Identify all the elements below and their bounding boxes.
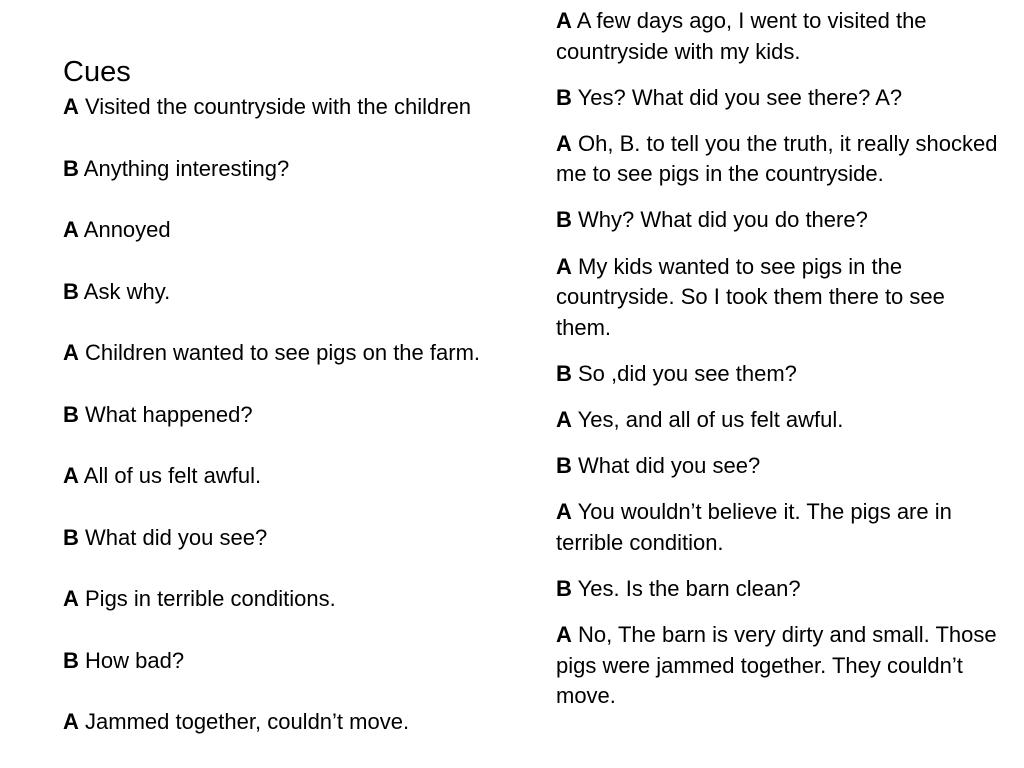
cue-line	[63, 523, 553, 585]
cue-line	[63, 338, 553, 400]
speaker-label: B	[556, 84, 572, 110]
cue-text: Visited the countryside with the children	[78, 94, 472, 119]
dialogue-list	[556, 6, 1001, 727]
dialogue-line	[556, 574, 1001, 605]
cue-text: Ask why.	[78, 278, 171, 304]
cue-text: What happened?	[78, 401, 253, 427]
cue-line	[63, 400, 553, 462]
speaker-label: A	[556, 406, 572, 432]
dialogue-text: Oh, B. to tell you the truth, it really shocked me to see pigs in the countryside.	[556, 130, 998, 187]
dialogue-text: A few days ago, I went to visited the countryside with my kids.	[556, 8, 927, 64]
speaker-label: A	[63, 709, 79, 734]
speaker-label: A	[63, 463, 79, 488]
cue-text: All of us felt awful.	[78, 463, 262, 488]
cue-line	[63, 215, 553, 277]
speaker-label: A	[63, 94, 79, 119]
cue-text: How bad?	[78, 647, 185, 673]
cue-text: Jammed together, couldn’t move.	[78, 709, 410, 734]
speaker-label: A	[556, 8, 572, 33]
speaker-label: B	[556, 207, 572, 233]
cue-text: Children wanted to see pigs on the farm.	[78, 340, 481, 365]
speaker-label: A	[63, 340, 79, 365]
speaker-label: B	[63, 155, 79, 181]
cue-text: What did you see?	[78, 524, 268, 550]
cue-line	[63, 707, 553, 768]
speaker-label: A	[63, 217, 79, 242]
dialogue-text: Yes? What did you see there? A?	[571, 84, 903, 110]
cue-line	[63, 584, 553, 646]
dialogue-line	[556, 83, 1001, 114]
dialogue-line	[556, 359, 1001, 390]
speaker-label: A	[556, 253, 572, 279]
speaker-label: A	[556, 499, 572, 525]
speaker-label: A	[556, 621, 572, 647]
dialogue-line	[556, 6, 1001, 67]
dialogue-text: Why? What did you do there?	[571, 207, 868, 233]
dialogue-text: Yes, and all of us felt awful.	[571, 406, 844, 432]
dialogue-text: No, The barn is very dirty and small. Those pigs were jammed together. They couldn’t move.	[556, 621, 997, 709]
dialogue-line	[556, 497, 1001, 558]
speaker-label: A	[556, 130, 572, 156]
cue-line	[63, 461, 553, 523]
speaker-label: B	[556, 360, 572, 386]
dialogue-text: Yes. Is the barn clean?	[571, 575, 801, 601]
speaker-label: B	[63, 278, 79, 304]
dialogue-line	[556, 252, 1001, 344]
dialogue-line	[556, 129, 1001, 190]
dialogue-line	[556, 451, 1001, 482]
speaker-label: B	[556, 575, 572, 601]
cue-text: Annoyed	[78, 217, 171, 242]
dialogue-text: So ,did you see them?	[571, 360, 797, 386]
cue-line	[63, 277, 553, 339]
cues-list	[63, 92, 553, 768]
cue-text: Pigs in terrible conditions.	[78, 586, 336, 611]
dialogue-text: You wouldn’t believe it. The pigs are in terrible condition.	[556, 499, 952, 555]
cues-title: Cues	[63, 56, 131, 88]
speaker-label: B	[63, 647, 79, 673]
dialogue-line	[556, 405, 1001, 436]
dialogue-line	[556, 620, 1001, 712]
speaker-label: B	[63, 401, 79, 427]
dialogue-line	[556, 205, 1001, 236]
speaker-label: B	[63, 524, 79, 550]
cue-line	[63, 154, 553, 216]
speaker-label: A	[63, 586, 79, 611]
cue-line	[63, 646, 553, 708]
speaker-label: B	[556, 453, 572, 479]
cue-text: Anything interesting?	[78, 155, 290, 181]
dialogue-text: What did you see?	[571, 453, 761, 479]
cue-line	[63, 92, 553, 154]
dialogue-text: My kids wanted to see pigs in the countryside. So I took them there to see them.	[556, 253, 945, 340]
